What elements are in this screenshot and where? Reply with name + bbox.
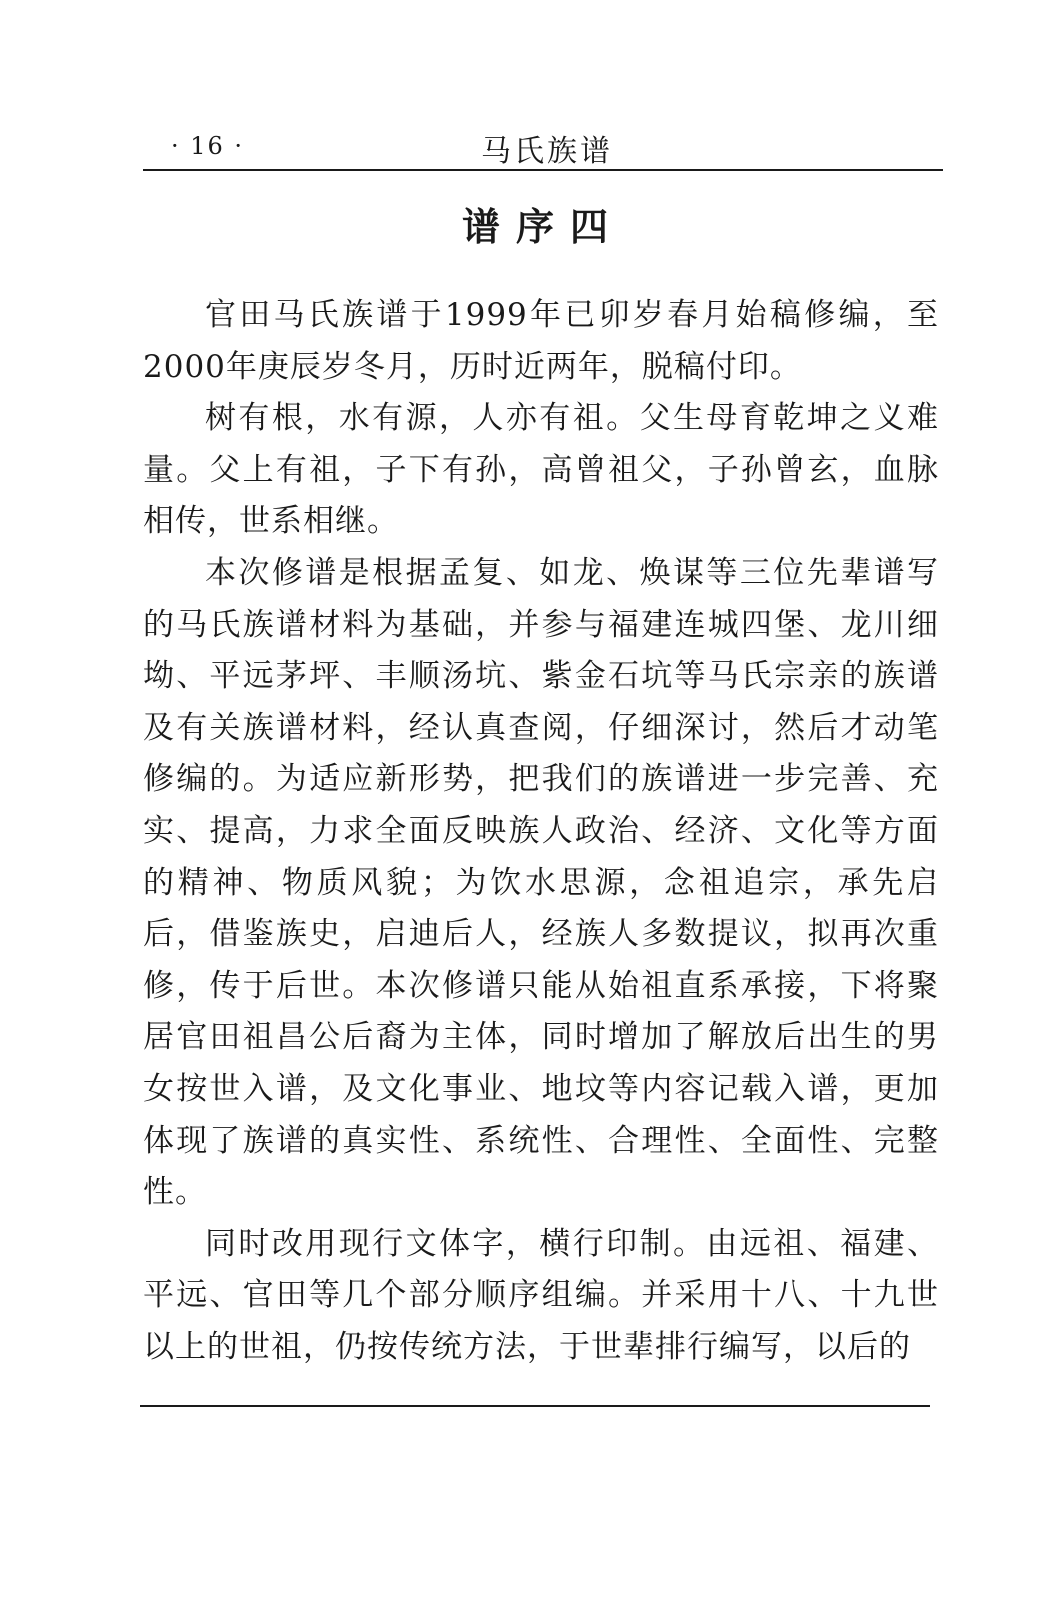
paragraph-3: 本次修谱是根据孟复、如龙、焕谋等三位先辈谱写的马氏族谱材料为基础，并参与福建连城四堡、龙川细坳、平远茅坪、丰顺汤坑、紫金石坑等马氏宗亲的族谱及有关族谱材料，经认真查阅，仔细深讨，然后才动笔修编的。为适应新形势，把我们的族谱进一步完善、充实、提高，力求全面反映族人政治、经济、文化等方面的精神、物质风貌；为饮水思源，念祖追宗，承先启后，借鉴族史，启迪后人，经族人多数提议，拟再次重修，传于后世。本次修谱只能从始祖直系承接，下将聚居官田祖昌公后裔为主体，同时增加了解放后出生的男女按世入谱，及文化事业、地坟等内容记载入谱，更加体现了族谱的真实性、系统性、合理性、全面性、完整性。 [143,554,939,1211]
running-title: 马氏族谱 [481,134,613,169]
header-rule [143,169,943,171]
page-number: · 16 · [171,132,245,160]
body-text [143,290,939,1373]
paragraph-2: 树有根，水有源，人亦有祖。父生母育乾坤之义难量。父上有祖，子下有孙，高曾祖父，子孙曾玄，血脉相传，世系相继。 [143,400,939,540]
footer-rule [140,1405,930,1407]
paragraph-4: 同时改用现行文体字，横行印制。由远祖、福建、平远、官田等几个部分顺序组编。并采用十八、十九世以上的世祖，仍按传统方法，于世辈排行编写，以后的 [143,1225,939,1365]
chapter-title: 谱序四 [461,204,624,249]
paragraph-1: 官田马氏族谱于1999年已卯岁春月始稿修编，至2000年庚辰岁冬月，历时近两年，脱稿付印。 [143,297,939,385]
page-header [143,118,943,169]
